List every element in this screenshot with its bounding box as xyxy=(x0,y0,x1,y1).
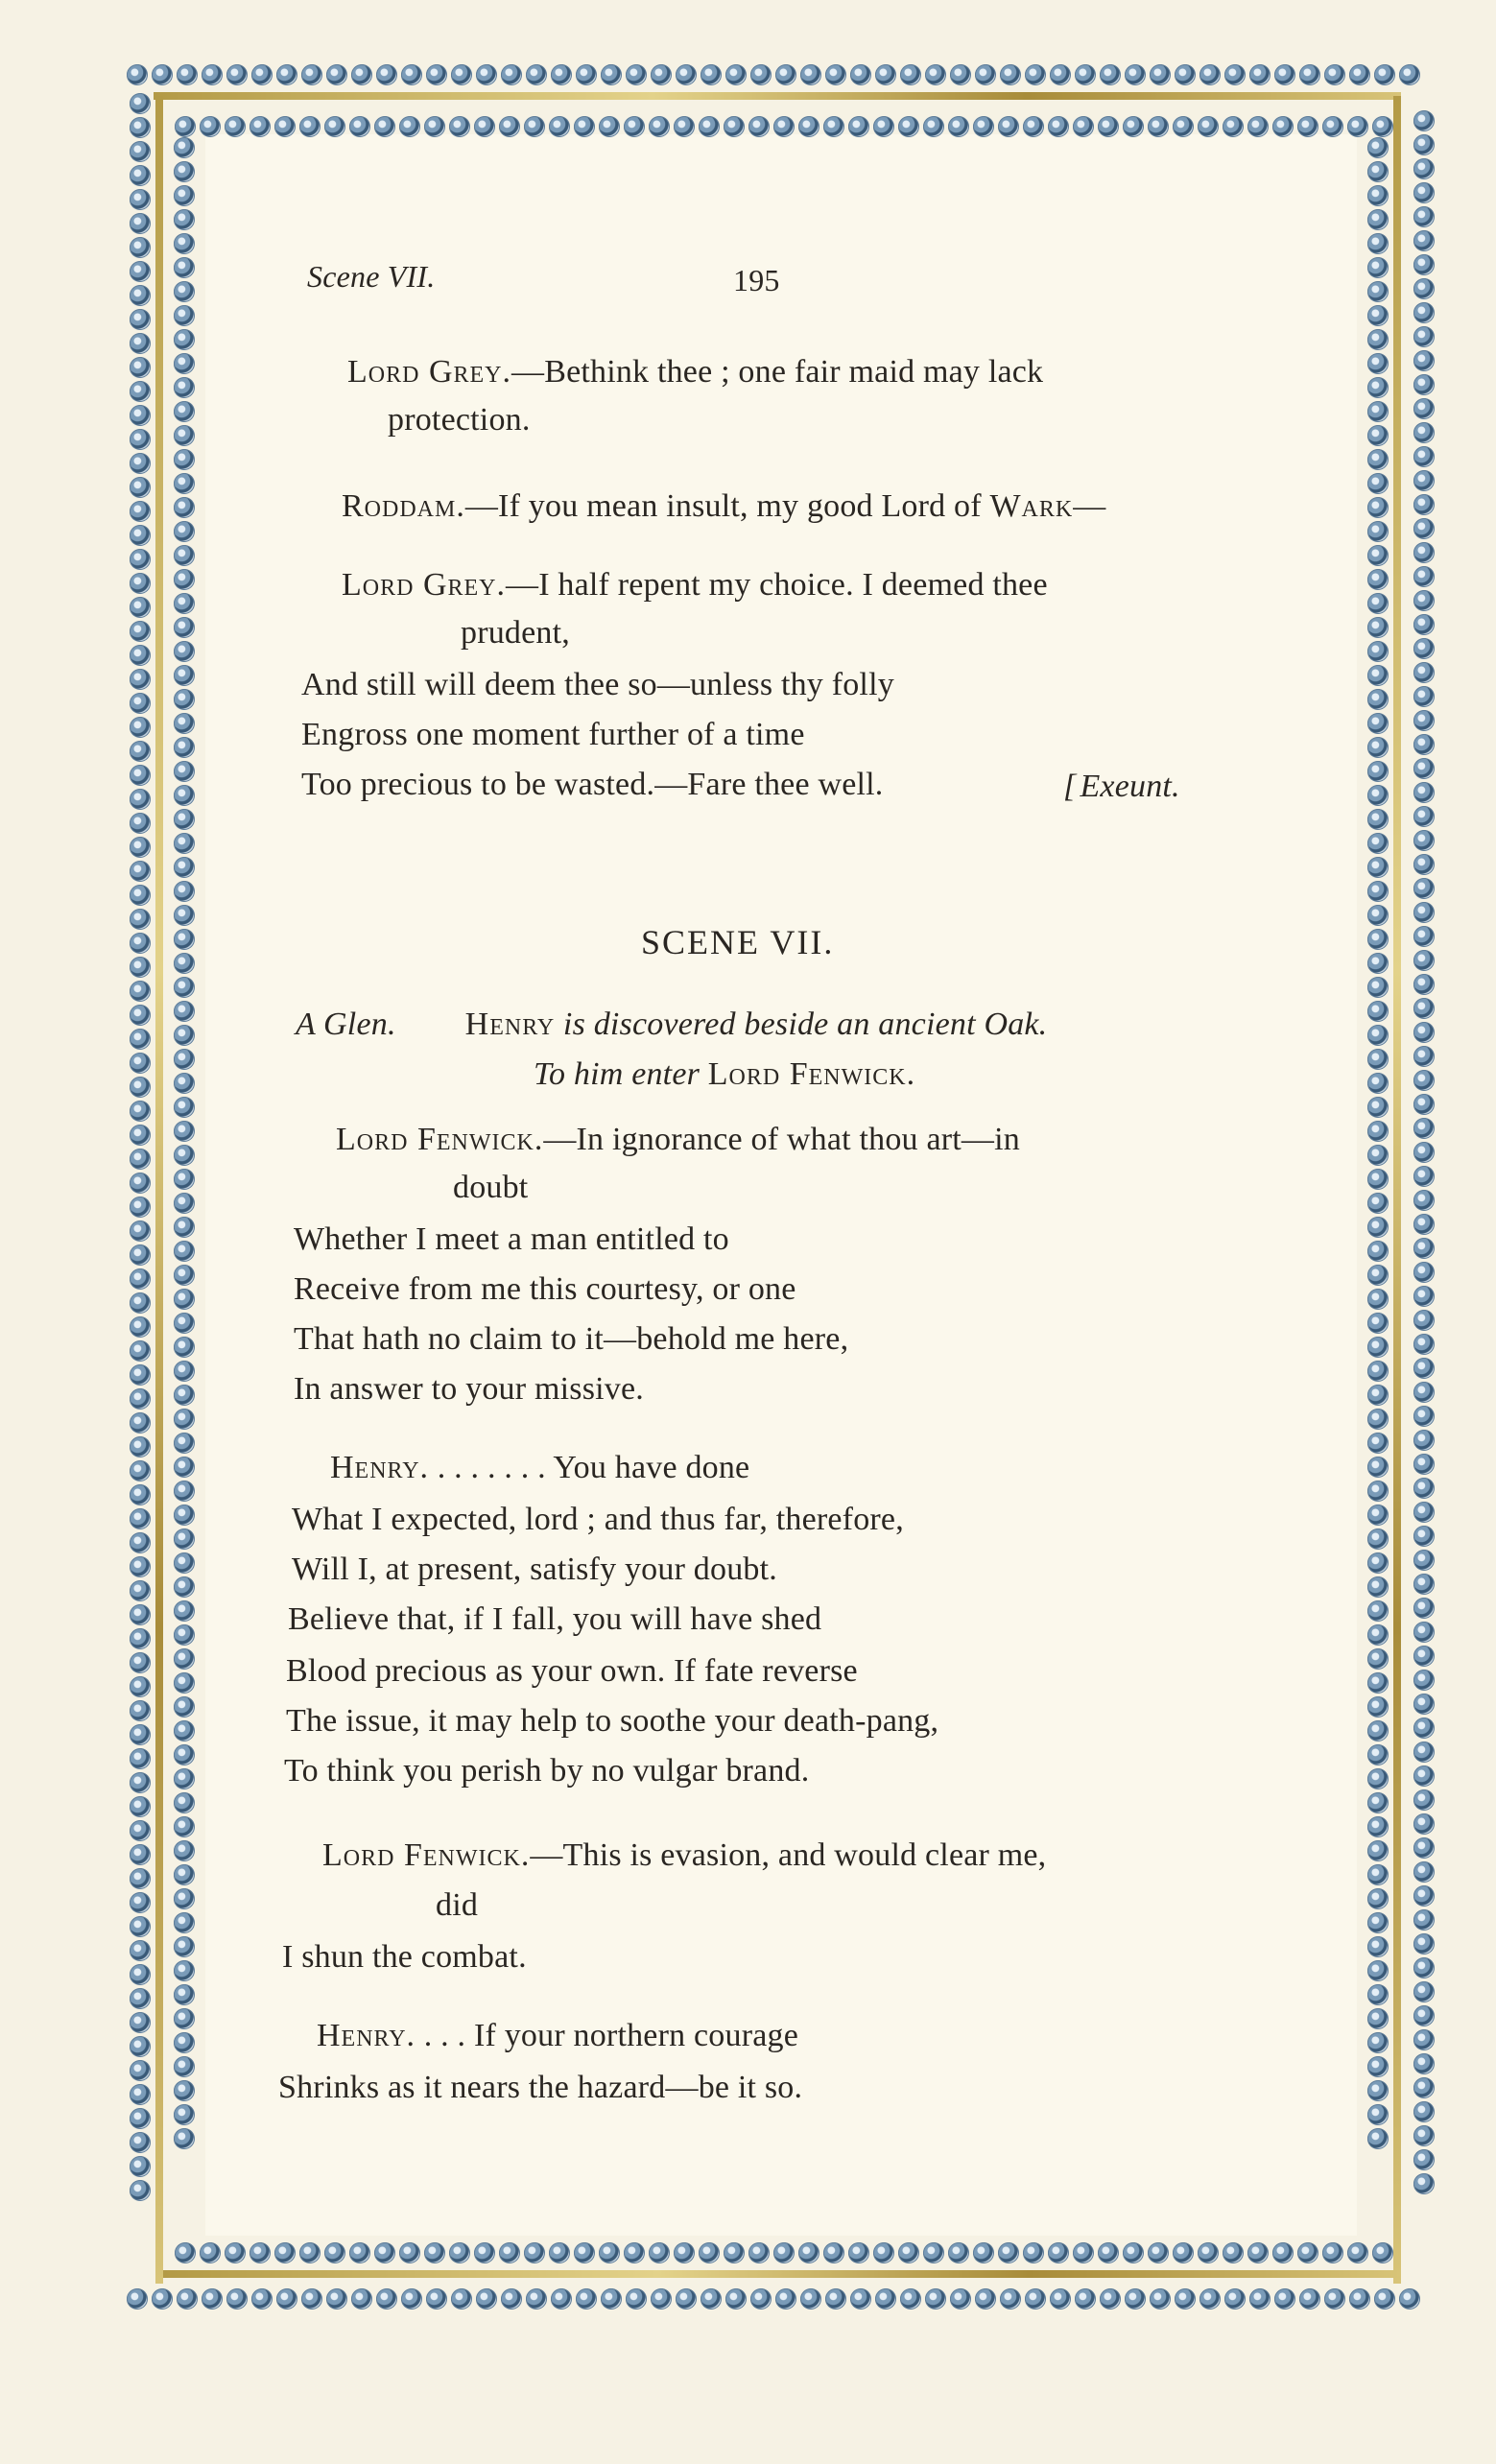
speaker-name: Lord Grey. xyxy=(342,567,506,603)
verse-text: — xyxy=(1073,488,1106,524)
verse-text: If your northern courage xyxy=(473,2018,799,2053)
direction-text: A Glen. xyxy=(296,1007,396,1042)
verse-line: In answer to your missive. xyxy=(294,1371,644,1407)
verse-line: protection. xyxy=(388,402,531,438)
exeunt-text: Exeunt. xyxy=(1080,769,1180,804)
speaker-name: Lord Fenwick. xyxy=(322,1837,531,1873)
page-number: 195 xyxy=(733,263,780,297)
speech-henry-2 xyxy=(317,2017,798,2055)
verse-line: And still will deem thee so—unless thy folly xyxy=(301,667,894,702)
character-name: Henry xyxy=(464,1007,556,1042)
speaker-name: Henry. xyxy=(330,1450,430,1485)
speaker-name: Lord Grey. xyxy=(347,354,511,390)
verse-line: To think you perish by no vulgar brand. xyxy=(284,1753,810,1789)
running-head: Scene VII. xyxy=(307,259,436,294)
ellipsis-dots: . . . xyxy=(416,2018,474,2053)
bracket: [ xyxy=(1063,769,1077,804)
speech-fenwick-2 xyxy=(322,1836,1046,1875)
speech-grey-1 xyxy=(347,353,1043,391)
verse-text: You have done xyxy=(553,1450,750,1485)
place-name: Wark xyxy=(989,488,1074,524)
ellipsis-dots: . . . . . . . xyxy=(429,1450,554,1485)
verse-line: Too precious to be wasted.—Fare thee well. xyxy=(301,767,884,802)
verse-text: —I half repent my choice. I deemed thee xyxy=(506,567,1048,603)
verse-line: Shrinks as it nears the hazard—be it so. xyxy=(278,2070,803,2105)
verse-line: I shun the combat. xyxy=(282,1939,527,1975)
verse-line: What I expected, lord ; and thus far, therefore, xyxy=(292,1502,904,1537)
verse-text: —This is evasion, and would clear me, xyxy=(530,1837,1047,1873)
speech-henry-1 xyxy=(330,1449,749,1487)
direction-text: To him enter xyxy=(534,1056,708,1092)
verse-line: Blood precious as your own. If fate reverse xyxy=(286,1653,858,1689)
verse-text: —In ignorance of what thou art—in xyxy=(543,1122,1020,1157)
stage-direction-1 xyxy=(296,1006,1047,1044)
verse-text: —Bethink thee ; one fair maid may lack xyxy=(511,354,1044,390)
stage-direction-exeunt xyxy=(1063,768,1180,806)
verse-line: Believe that, if I fall, you will have shed xyxy=(288,1601,822,1637)
verse-line: doubt xyxy=(453,1170,529,1205)
stage-direction-2 xyxy=(534,1055,915,1094)
verse-line: did xyxy=(436,1887,479,1923)
speaker-name: Roddam. xyxy=(342,488,465,524)
verse-line: Whether I meet a man entitled to xyxy=(294,1221,729,1257)
verse-text: —If you mean insult, my good Lord of xyxy=(464,488,990,524)
character-name: Lord Fenwick. xyxy=(707,1056,916,1092)
verse-line: prudent, xyxy=(461,615,570,651)
verse-line: Engross one moment further of a time xyxy=(301,717,805,752)
direction-text: is discovered beside an ancient Oak. xyxy=(555,1007,1048,1042)
speaker-name: Henry. xyxy=(317,2018,416,2053)
verse-line: Receive from me this courtesy, or one xyxy=(294,1271,796,1307)
scene-title: SCENE VII. xyxy=(641,923,835,961)
speaker-name: Lord Fenwick. xyxy=(336,1122,544,1157)
speech-roddam xyxy=(342,487,1105,526)
verse-line: The issue, it may help to soothe your death-pang, xyxy=(286,1703,939,1739)
speech-fenwick-1 xyxy=(336,1121,1020,1159)
speech-grey-2 xyxy=(342,566,1048,604)
verse-line: That hath no claim to it—behold me here, xyxy=(294,1321,849,1357)
verse-line: Will I, at present, satisfy your doubt. xyxy=(292,1552,777,1587)
